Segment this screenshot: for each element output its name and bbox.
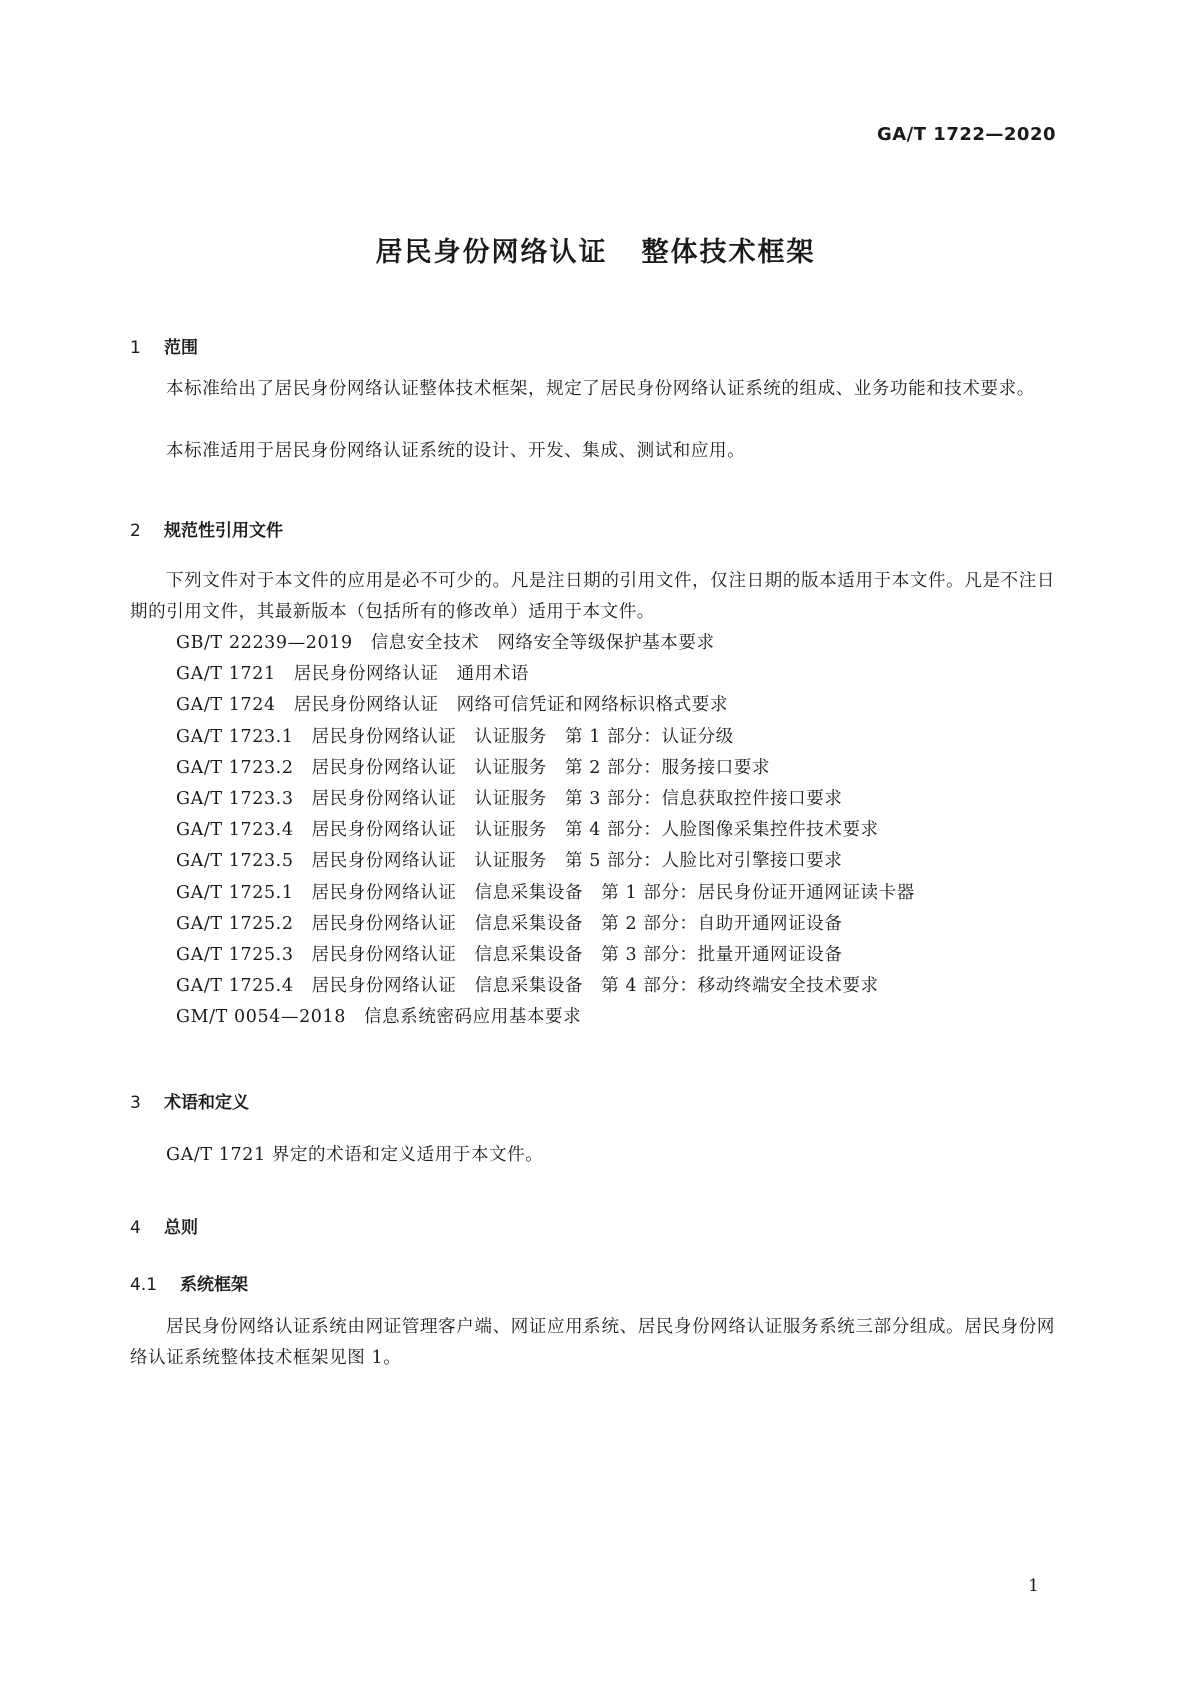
section-number: 1 <box>130 338 141 358</box>
reference-title: 居民身份网络认证 认证服务 第 4 部分：人脸图像采集控件技术要求 <box>311 820 879 841</box>
reference-item <box>176 784 915 815</box>
reference-item <box>176 909 915 940</box>
page-number: 1 <box>1028 1576 1039 1596</box>
reference-code: GA/T 1725.4 <box>176 976 294 997</box>
reference-code: GA/T 1723.2 <box>176 757 294 778</box>
subsection-title: 系统框架 <box>180 1275 248 1295</box>
reference-code: GA/T 1725.2 <box>176 913 294 934</box>
section-number: 2 <box>130 521 141 541</box>
section-3-heading <box>130 1088 249 1113</box>
document-title <box>0 230 1191 269</box>
section-title: 术语和定义 <box>164 1093 249 1113</box>
reference-list <box>176 628 915 1034</box>
reference-title: 居民身份网络认证 网络可信凭证和网络标识格式要求 <box>293 695 729 716</box>
reference-code: GA/T 1723.1 <box>176 726 294 747</box>
reference-item <box>176 659 915 690</box>
section-title: 规范性引用文件 <box>164 521 283 541</box>
reference-title: 居民身份网络认证 信息采集设备 第 1 部分：居民身份证开通网证读卡器 <box>311 882 915 903</box>
reference-item <box>176 971 915 1002</box>
section-number: 3 <box>130 1093 141 1113</box>
reference-code: GA/T 1725.1 <box>176 882 294 903</box>
scope-paragraph-2: 本标准适用于居民身份网络认证系统的设计、开发、集成、测试和应用。 <box>166 441 746 461</box>
section-title: 总则 <box>164 1218 198 1238</box>
title-part-2: 整体技术框架 <box>641 237 816 268</box>
subsection-number: 4.1 <box>130 1275 158 1295</box>
reference-item <box>176 690 915 721</box>
reference-code: GA/T 1725.3 <box>176 945 294 966</box>
scope-paragraph-1: 本标准给出了居民身份网络认证整体技术框架，规定了居民身份网络认证系统的组成、业务功能和技术要求。 <box>166 379 1035 399</box>
reference-item <box>176 1002 915 1033</box>
reference-title: 居民身份网络认证 认证服务 第 3 部分：信息获取控件接口要求 <box>311 789 843 810</box>
reference-code: GB/T 22239—2019 <box>176 633 353 653</box>
reference-item <box>176 940 915 971</box>
reference-code: GA/T 1721 <box>176 664 276 685</box>
references-intro: 下列文件对于本文件的应用是必不可少的。凡是注日期的引用文件，仅注日期的版本适用于本文件。凡是不注日期的引用文件，其最新版本（包括所有的修改单）适用于本文件。 <box>130 571 1055 622</box>
terms-paragraph: GA/T 1721 界定的术语和定义适用于本文件。 <box>166 1145 544 1165</box>
reference-code: GA/T 1723.4 <box>176 820 294 841</box>
reference-title: 居民身份网络认证 认证服务 第 2 部分：服务接口要求 <box>311 757 771 778</box>
reference-code: GA/T 1723.5 <box>176 851 294 872</box>
title-part-1: 居民身份网络认证 <box>375 237 608 268</box>
reference-code: GA/T 1724 <box>176 695 276 716</box>
section-1-heading <box>130 333 198 358</box>
reference-title: 居民身份网络认证 信息采集设备 第 4 部分：移动终端安全技术要求 <box>311 976 879 997</box>
reference-item <box>176 753 915 784</box>
section-2-heading <box>130 516 283 541</box>
reference-item <box>176 815 915 846</box>
reference-title: 信息安全技术 网络安全等级保护基本要求 <box>370 633 715 653</box>
standard-code: GA/T 1722—2020 <box>876 124 1056 145</box>
reference-item <box>176 846 915 877</box>
reference-item <box>176 878 915 909</box>
reference-title: 居民身份网络认证 认证服务 第 1 部分：认证分级 <box>311 726 734 747</box>
section-4-1-heading <box>130 1270 248 1295</box>
reference-title: 居民身份网络认证 信息采集设备 第 3 部分：批量开通网证设备 <box>311 945 843 966</box>
reference-code: GM/T 0054—2018 <box>176 1007 347 1028</box>
reference-title: 居民身份网络认证 认证服务 第 5 部分：人脸比对引擎接口要求 <box>311 851 843 872</box>
reference-title: 居民身份网络认证 信息采集设备 第 2 部分：自助开通网证设备 <box>311 913 843 934</box>
reference-title: 居民身份网络认证 通用术语 <box>293 664 529 685</box>
reference-title: 信息系统密码应用基本要求 <box>364 1007 582 1028</box>
framework-paragraph: 居民身份网络认证系统由网证管理客户端、网证应用系统、居民身份网络认证服务系统三部分组成。居民身份网络认证系统整体技术框架见图 1。 <box>130 1317 1055 1368</box>
reference-code: GA/T 1723.3 <box>176 789 294 810</box>
reference-item <box>176 722 915 753</box>
section-title: 范围 <box>164 338 198 358</box>
section-number: 4 <box>130 1218 141 1238</box>
reference-item <box>176 628 915 659</box>
section-4-heading <box>130 1213 198 1238</box>
